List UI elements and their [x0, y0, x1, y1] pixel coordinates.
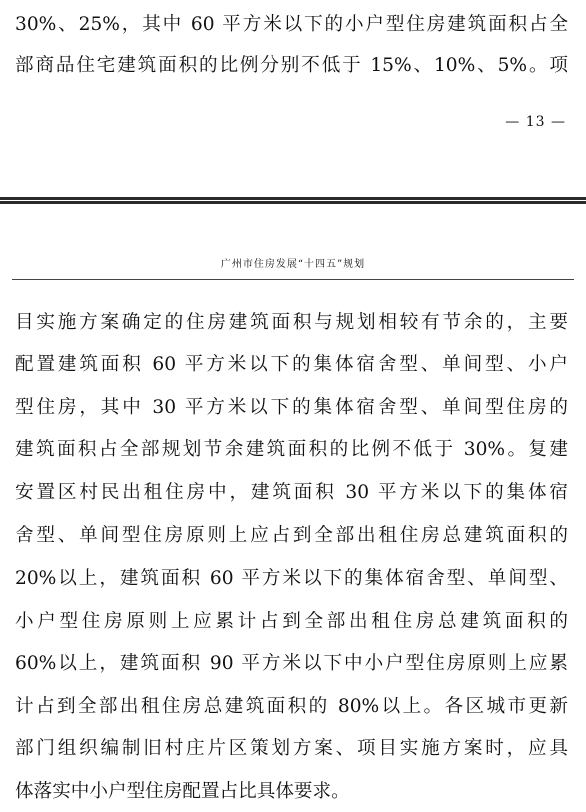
body-line-5: 安置区村民出租住房中，建筑面积 30 平方米以下的集体宿 [15, 482, 568, 503]
body-line-6: 舍型、单间型住房原则上应占到全部出租住房总建筑面积的 [15, 525, 568, 546]
body-line-4: 建筑面积占全部规划节余建筑面积的比例不低于 30%。复建 [15, 439, 568, 460]
previous-page [0, 0, 586, 196]
current-page [0, 205, 586, 812]
running-header: 广州市住房发展“十四五”规划 [220, 259, 366, 270]
body-line-8: 小户型住房原则上应累计占到全部出租住房总建筑面积的 [15, 611, 568, 632]
page-separator-top-line [0, 197, 586, 200]
body-line-7: 20%以上，建筑面积 60 平方米以下的集体宿舍型、单间型、 [15, 568, 568, 589]
body-line-3: 型住房，其中 30 平方米以下的集体宿舍型、单间型住房的 [15, 397, 568, 418]
page-separator-bottom-line [0, 201, 586, 204]
header-rule [12, 279, 574, 280]
body-line-2: 配置建筑面积 60 平方米以下的集体宿舍型、单间型、小户 [15, 354, 568, 375]
body-line-11: 部门组织编制旧村庄片区策划方案、项目实施方案时，应具 [15, 738, 568, 759]
previous-page-line-2: 部商品住宅建筑面积的比例分别不低于 15%、10%、5%。项 [15, 55, 568, 76]
page-number: — 13 — [505, 114, 566, 130]
body-line-10: 计占到全部出租住房总建筑面积的 80%以上。各区城市更新 [15, 696, 568, 717]
body-line-9: 60%以上，建筑面积 90 平方米以下中小户型住房原则上应累 [15, 653, 568, 674]
previous-page-line-1: 30%、25%，其中 60 平方米以下的小户型住房建筑面积占全 [15, 14, 568, 35]
body-line-1: 目实施方案确定的住房建筑面积与规划相较有节余的，主要 [15, 312, 568, 333]
body-line-12: 体落实中小户型住房配置占比具体要求。 [15, 781, 350, 802]
